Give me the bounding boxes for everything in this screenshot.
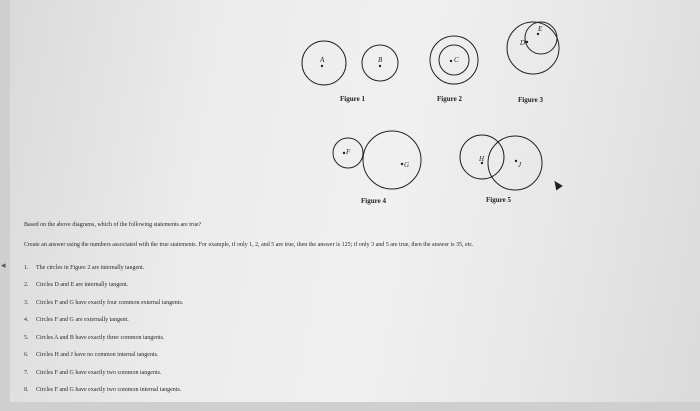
statement-text: Circles F and G have exactly two common internal tangents. xyxy=(36,387,182,394)
point-label-e: E xyxy=(538,25,543,33)
statement-text: Circles F and G have exactly two common tangents. xyxy=(36,369,162,376)
point-label-d: D xyxy=(520,39,526,47)
statement-text: Circles H and J have no common internal tangents. xyxy=(36,352,159,359)
statement-item xyxy=(24,259,674,277)
statement-item xyxy=(24,364,674,382)
instructions-text: Create an answer using the numbers associated with the true statements. For example, if only 1, 2, and 5 are true, then the answer is 125; if only 3 and 5 are true, then the answer is 35, etc. xyxy=(24,242,474,248)
question-text: Based on the above diagrams, which of the following statements are true? xyxy=(24,222,202,228)
point-label-f: F xyxy=(346,148,351,156)
statement-item xyxy=(24,329,674,347)
left-arrow-icon[interactable]: ◂ xyxy=(1,260,6,270)
statement-text: Circles A and B have exactly three common tangents. xyxy=(36,334,165,341)
point-label-a: A xyxy=(320,56,325,64)
statement-text: The circles in Figure 2 are internally tangent. xyxy=(36,264,145,271)
figure5-circle-j xyxy=(488,136,542,190)
statement-number: 3. xyxy=(24,299,29,306)
statement-list xyxy=(24,259,674,399)
statement-item xyxy=(24,277,674,295)
point-label-j: J xyxy=(518,161,522,169)
statement-item xyxy=(24,312,674,330)
point-label-c: C xyxy=(454,56,459,64)
statement-text: Circles F and G are externally tangent. xyxy=(36,317,129,324)
statement-number: 1. xyxy=(24,264,29,271)
figure4-circle-g xyxy=(363,131,421,189)
statement-number: 7. xyxy=(24,369,29,376)
statement-number: 8. xyxy=(24,387,29,394)
figure1-label: Figure 1 xyxy=(340,95,365,103)
statement-number: 4. xyxy=(24,317,29,324)
statement-item xyxy=(24,294,674,312)
point-label-h: H xyxy=(479,155,485,163)
figure5-label: Figure 5 xyxy=(486,196,511,204)
question-block xyxy=(24,222,674,399)
figure2-label: Figure 2 xyxy=(437,95,462,103)
point-label-b: B xyxy=(378,56,383,64)
statement-item xyxy=(24,382,674,400)
statement-text: Circles F and G have exactly four common external tangents. xyxy=(36,299,184,306)
point-label-g: G xyxy=(404,161,410,169)
statement-number: 5. xyxy=(24,334,29,341)
statement-number: 2. xyxy=(24,282,29,289)
figure3-outer-circle xyxy=(507,22,559,74)
statement-text: Circles D and E are internally tangent. xyxy=(36,282,129,289)
figure3-label: Figure 3 xyxy=(518,96,543,104)
figure4-label: Figure 4 xyxy=(361,197,386,205)
statement-number: 6. xyxy=(24,352,29,359)
statement-item xyxy=(24,347,674,365)
